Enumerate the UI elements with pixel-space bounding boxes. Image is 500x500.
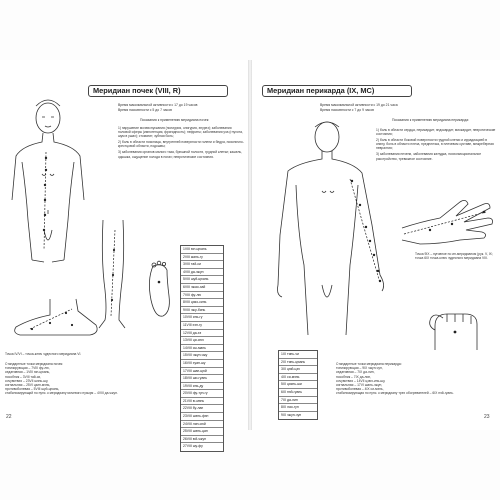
point-row: 2IX тянь-цюань — [279, 359, 317, 367]
point-row: 4IX си-мэнь — [279, 374, 317, 382]
point-row: 6VIII чжао-хай — [181, 284, 223, 292]
left-page-title: Меридиан почек (VIII, R) — [88, 85, 228, 97]
point-row: 20VIII фу-тун-гу — [181, 390, 223, 398]
right-time-min: Время пассивности с 7 до 9 часов — [320, 108, 374, 112]
point-row: 22VIII бу-лан — [181, 405, 223, 413]
point-row: 19VIII инь-ду — [181, 383, 223, 391]
sole-figure — [145, 260, 175, 320]
right-standard-item: седативная – 7IX да-лин, — [336, 370, 375, 375]
right-indication-3: 3) заболевания печени, заболевания желудка, психоэмоциональное расстройство, тревожное состояние. — [376, 152, 482, 161]
right-standard-item: сочувствия – 14VII цзюэ-инь-шу, — [336, 378, 386, 383]
point-row: 13VIII ци-сюэ — [181, 337, 223, 345]
point-row: 25VIII шэнь-цан — [181, 428, 223, 436]
point-row: 1VIII юн-цюань — [181, 246, 223, 254]
right-standard-item: сигнальная – 17VI шань-чжун, — [336, 383, 383, 388]
right-page-number: 23 — [484, 414, 490, 420]
point-row: 5IX цзянь-ши — [279, 381, 317, 389]
left-standard-item: противоболевая – 5VIII шуй-цюань, — [5, 387, 60, 392]
right-page-title: Меридиан перикарда (IX, MC) — [262, 85, 412, 97]
right-indications-title: Показания к применению меридиана перикарда: — [392, 118, 469, 122]
point-row: 11VIII хэн-гу — [181, 322, 223, 330]
point-row: 18VIII ши-гуань — [181, 375, 223, 383]
right-indication-2: 2) боль в области боковой поверхности грудной клетки и иррадиацией в спину, боль в области плеча, предплечья, в плечевом суставе, межреберная невралгия; — [376, 138, 494, 151]
point-row: 8IX лао-гун — [279, 404, 317, 412]
left-indication-2: 2) боль в области поясницы, внутренней поверхности голени и бедра, пояснично-крестцовой области, подошвы; — [118, 140, 244, 149]
point-row: 5VIII шуй-цюань — [181, 276, 223, 284]
right-standard-title: Стандартные точки меридиана перикарда: — [336, 362, 402, 366]
left-standard-item: сигнальная – 25VI цзин-мэнь, — [5, 383, 51, 388]
point-row: 16VIII хуан-шу — [181, 360, 223, 368]
left-indications-title: Показания к применению меридиана почек: — [140, 118, 210, 122]
right-standard-item: тонизирующая – 9IX чжун-чун, — [336, 366, 383, 371]
point-row: 24VIII лин-сюй — [181, 421, 223, 429]
point-row: 15VIII чжун-чжу — [181, 352, 223, 360]
point-row: 6IX нэй-гуань — [279, 389, 317, 397]
point-row: 9VIII чжу-бинь — [181, 307, 223, 315]
right-indication-1: 1) боль в области сердца, перикардит, эндокардит, миокардит, невротические состояния; — [376, 128, 496, 137]
left-standard-item: сочувствия – 23VII шэнь-шу, — [5, 378, 49, 383]
point-row: 1IX тянь-чи — [279, 351, 317, 359]
point-row: 4VIII да-чжун — [181, 269, 223, 277]
left-indications — [118, 126, 244, 198]
left-indication-3: 3) заболевания органов малого таза, брюшной полости, грудной клетки; кашель, одышка, ощущение холода в ногах; невротические состояния. — [118, 150, 243, 159]
open-hand-figure — [400, 188, 496, 250]
point-row: 8VIII цзяо-синь — [181, 299, 223, 307]
left-time-min: Время пассивности с 5 до 7 часов — [118, 108, 172, 112]
point-row: 2VIII жань-гу — [181, 254, 223, 262]
right-standard-item: стабилизирующая по пунс. к меридиану трех обогревателей – 6IX нэй-гуань. — [336, 391, 454, 396]
point-row: 9IX чжун-чун — [281, 412, 302, 417]
kidney-points-table — [180, 245, 224, 452]
point-row: 14VIII сы-мань — [181, 345, 223, 353]
right-indications — [376, 128, 496, 194]
pericardium-points-table — [278, 350, 318, 420]
point-row: 27VIII шу-фу — [183, 444, 203, 449]
right-time-max: Время максимальной активности с 19 до 21 часа — [320, 103, 398, 107]
point-row: 3VIII тай-си — [181, 261, 223, 269]
left-standard-item: тонизирующая – 7VIII фу-лю, — [5, 366, 50, 371]
left-caption: Точка IV/VI – точка-ключ чудесного меридиана VI. — [5, 352, 82, 356]
left-page-number: 22 — [6, 414, 12, 420]
left-standard-item: стабилизирующий по пунс. к меридиану мочевого пузыря – 4VIII да-чжун. — [5, 391, 118, 396]
right-standard-item: противоболевая – 4IX си-мэнь, — [336, 387, 384, 392]
left-standard-item: пособник – 3VIII тай-си, — [5, 374, 42, 379]
right-caption: Точка 9IX – пуговное по ин-меридианом (рук. V, IX; точка 6IX точка-ключ чудесного меридиана VIII. — [415, 252, 493, 260]
point-row: 3IX цюй-цзэ — [279, 366, 317, 374]
right-standard-item: пособник – 7IX да-лин, — [336, 374, 372, 379]
left-time-max: Время максимальной активности с 17 до 19 часов — [118, 103, 198, 107]
point-row: 12VIII да-хэ — [181, 330, 223, 338]
point-row: 26VIII юй-чжун — [181, 436, 223, 444]
right-standard-points — [336, 362, 496, 396]
left-standard-points — [5, 362, 180, 396]
point-row: 10VIII инь-гу — [181, 314, 223, 322]
kidney-meridian-body-figure — [8, 90, 88, 280]
book-gutter — [248, 60, 252, 430]
point-row: 17VIII шан-цюй — [181, 368, 223, 376]
fist-hand-figure — [425, 302, 485, 352]
left-standard-title: Стандартные точки меридиана почек: — [5, 362, 64, 366]
point-row: 7IX да-лин — [279, 397, 317, 405]
point-row: 21VIII ю-мэнь — [181, 398, 223, 406]
point-row: 23VIII шэнь-фэн — [181, 413, 223, 421]
left-indication-1: 1) нарушение мочеиспускания (полиурия, олигурия, энурез); заболевания половой сферы (импотенция, фригидность); нефриты; заболевания уха (глухота, шум в ушах); стоматит, зубная боль; — [118, 126, 243, 139]
left-standard-item: седативная – 1VIII юн-цюань, — [5, 370, 51, 375]
foot-figure — [10, 295, 110, 345]
point-row: 7VIII фу-лю — [181, 292, 223, 300]
pericardium-meridian-body-figure — [262, 115, 392, 345]
